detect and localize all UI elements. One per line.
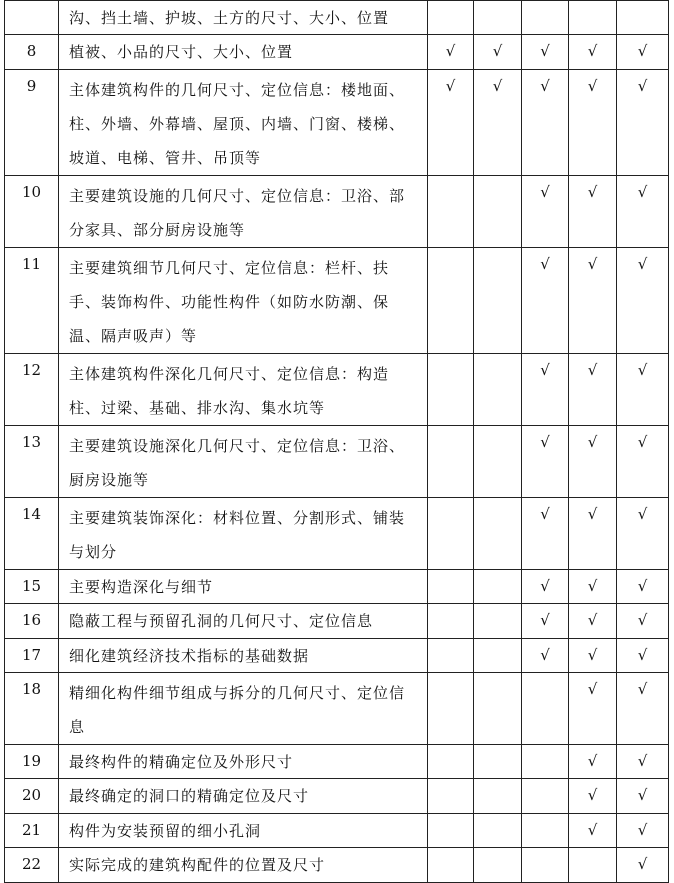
row-description: 最终构件的精确定位及外形尺寸 — [59, 745, 428, 779]
row-description: 精细化构件细节组成与拆分的几何尺寸、定位信息 — [59, 673, 428, 745]
check-cell-level-5 — [617, 1, 669, 35]
row-description: 最终确定的洞口的精确定位及尺寸 — [59, 779, 428, 814]
check-cell-level-4: √ — [569, 745, 617, 779]
row-description: 植被、小品的尺寸、大小、位置 — [59, 35, 428, 70]
check-cell-level-4: √ — [569, 673, 617, 745]
table-row — [5, 639, 669, 673]
check-cell-level-3: √ — [522, 639, 569, 673]
requirements-table — [4, 0, 669, 883]
check-cell-level-1: √ — [428, 35, 474, 70]
table-row — [5, 35, 669, 70]
check-cell-level-2 — [474, 426, 522, 498]
check-cell-level-3: √ — [522, 570, 569, 604]
check-cell-level-4: √ — [569, 354, 617, 426]
check-cell-level-3: √ — [522, 248, 569, 354]
check-cell-level-5: √ — [617, 779, 669, 814]
row-description: 主要建筑设施的几何尺寸、定位信息：卫浴、部分家具、部分厨房设施等 — [59, 176, 428, 248]
row-description: 主要建筑装饰深化：材料位置、分割形式、铺装与划分 — [59, 498, 428, 570]
check-cell-level-2 — [474, 354, 522, 426]
check-cell-level-2 — [474, 248, 522, 354]
check-cell-level-3 — [522, 779, 569, 814]
table-row — [5, 354, 669, 426]
row-description: 主要构造深化与细节 — [59, 570, 428, 604]
check-cell-level-1 — [428, 814, 474, 848]
check-cell-level-3: √ — [522, 176, 569, 248]
row-description: 实际完成的建筑构配件的位置及尺寸 — [59, 848, 428, 883]
check-cell-level-5: √ — [617, 848, 669, 883]
check-cell-level-3: √ — [522, 498, 569, 570]
row-description: 主要建筑细节几何尺寸、定位信息：栏杆、扶手、装饰构件、功能性构件（如防水防潮、保温、隔声吸声）等 — [59, 248, 428, 354]
check-cell-level-2 — [474, 1, 522, 35]
check-cell-level-2 — [474, 779, 522, 814]
check-cell-level-5: √ — [617, 814, 669, 848]
table-row — [5, 498, 669, 570]
table-row — [5, 70, 669, 176]
check-cell-level-5: √ — [617, 354, 669, 426]
row-number: 9 — [5, 70, 59, 176]
table-row — [5, 779, 669, 814]
check-cell-level-5: √ — [617, 604, 669, 639]
check-cell-level-4: √ — [569, 639, 617, 673]
row-number: 14 — [5, 498, 59, 570]
check-cell-level-4: √ — [569, 176, 617, 248]
check-cell-level-4: √ — [569, 426, 617, 498]
row-number — [5, 1, 59, 35]
table-row — [5, 248, 669, 354]
check-cell-level-5: √ — [617, 570, 669, 604]
check-cell-level-2 — [474, 498, 522, 570]
check-cell-level-4: √ — [569, 779, 617, 814]
check-cell-level-1 — [428, 176, 474, 248]
check-cell-level-4: √ — [569, 570, 617, 604]
row-number: 12 — [5, 354, 59, 426]
table-row — [5, 1, 669, 35]
check-cell-level-1 — [428, 745, 474, 779]
check-cell-level-3: √ — [522, 354, 569, 426]
check-cell-level-3: √ — [522, 70, 569, 176]
check-cell-level-2 — [474, 604, 522, 639]
row-description: 主体建筑构件深化几何尺寸、定位信息：构造柱、过梁、基础、排水沟、集水坑等 — [59, 354, 428, 426]
check-cell-level-3: √ — [522, 35, 569, 70]
row-number: 10 — [5, 176, 59, 248]
check-cell-level-3 — [522, 1, 569, 35]
check-cell-level-3 — [522, 814, 569, 848]
row-number: 17 — [5, 639, 59, 673]
check-cell-level-1 — [428, 848, 474, 883]
check-cell-level-4 — [569, 1, 617, 35]
table-row — [5, 604, 669, 639]
check-cell-level-2: √ — [474, 70, 522, 176]
row-number: 13 — [5, 426, 59, 498]
check-cell-level-5: √ — [617, 498, 669, 570]
row-number: 19 — [5, 745, 59, 779]
table-row — [5, 673, 669, 745]
row-number: 20 — [5, 779, 59, 814]
check-cell-level-5: √ — [617, 745, 669, 779]
check-cell-level-3 — [522, 745, 569, 779]
row-number: 22 — [5, 848, 59, 883]
check-cell-level-5: √ — [617, 35, 669, 70]
table-row — [5, 570, 669, 604]
check-cell-level-4: √ — [569, 604, 617, 639]
check-cell-level-4: √ — [569, 70, 617, 176]
row-description: 主体建筑构件的几何尺寸、定位信息：楼地面、柱、外墙、外幕墙、屋顶、内墙、门窗、楼梯、坡道、电梯、管井、吊顶等 — [59, 70, 428, 176]
row-description: 构件为安装预留的细小孔洞 — [59, 814, 428, 848]
row-description: 沟、挡土墙、护坡、土方的尺寸、大小、位置 — [59, 1, 428, 35]
check-cell-level-2 — [474, 848, 522, 883]
check-cell-level-1 — [428, 604, 474, 639]
row-number: 15 — [5, 570, 59, 604]
check-cell-level-1 — [428, 426, 474, 498]
check-cell-level-5: √ — [617, 70, 669, 176]
row-description: 细化建筑经济技术指标的基础数据 — [59, 639, 428, 673]
check-cell-level-5: √ — [617, 673, 669, 745]
check-cell-level-1 — [428, 673, 474, 745]
row-number: 11 — [5, 248, 59, 354]
table-row — [5, 426, 669, 498]
check-cell-level-1 — [428, 354, 474, 426]
check-cell-level-1: √ — [428, 70, 474, 176]
check-cell-level-4: √ — [569, 814, 617, 848]
check-cell-level-2 — [474, 745, 522, 779]
check-cell-level-1 — [428, 498, 474, 570]
check-cell-level-3: √ — [522, 426, 569, 498]
check-cell-level-4: √ — [569, 498, 617, 570]
check-cell-level-2 — [474, 673, 522, 745]
check-cell-level-5: √ — [617, 176, 669, 248]
row-number: 18 — [5, 673, 59, 745]
check-cell-level-5: √ — [617, 248, 669, 354]
row-number: 16 — [5, 604, 59, 639]
check-cell-level-3 — [522, 848, 569, 883]
row-number: 21 — [5, 814, 59, 848]
check-cell-level-1 — [428, 570, 474, 604]
check-cell-level-1 — [428, 779, 474, 814]
check-cell-level-1 — [428, 248, 474, 354]
table-row — [5, 814, 669, 848]
check-cell-level-4: √ — [569, 248, 617, 354]
check-cell-level-5: √ — [617, 426, 669, 498]
check-cell-level-2 — [474, 814, 522, 848]
check-cell-level-3: √ — [522, 604, 569, 639]
row-number: 8 — [5, 35, 59, 70]
table-row — [5, 745, 669, 779]
check-cell-level-1 — [428, 1, 474, 35]
check-cell-level-3 — [522, 673, 569, 745]
table-row — [5, 176, 669, 248]
table-row — [5, 848, 669, 883]
check-cell-level-1 — [428, 639, 474, 673]
check-cell-level-2 — [474, 176, 522, 248]
check-cell-level-5: √ — [617, 639, 669, 673]
check-cell-level-2: √ — [474, 35, 522, 70]
check-cell-level-2 — [474, 570, 522, 604]
check-cell-level-4: √ — [569, 35, 617, 70]
check-cell-level-2 — [474, 639, 522, 673]
check-cell-level-4 — [569, 848, 617, 883]
row-description: 主要建筑设施深化几何尺寸、定位信息：卫浴、厨房设施等 — [59, 426, 428, 498]
row-description: 隐蔽工程与预留孔洞的几何尺寸、定位信息 — [59, 604, 428, 639]
